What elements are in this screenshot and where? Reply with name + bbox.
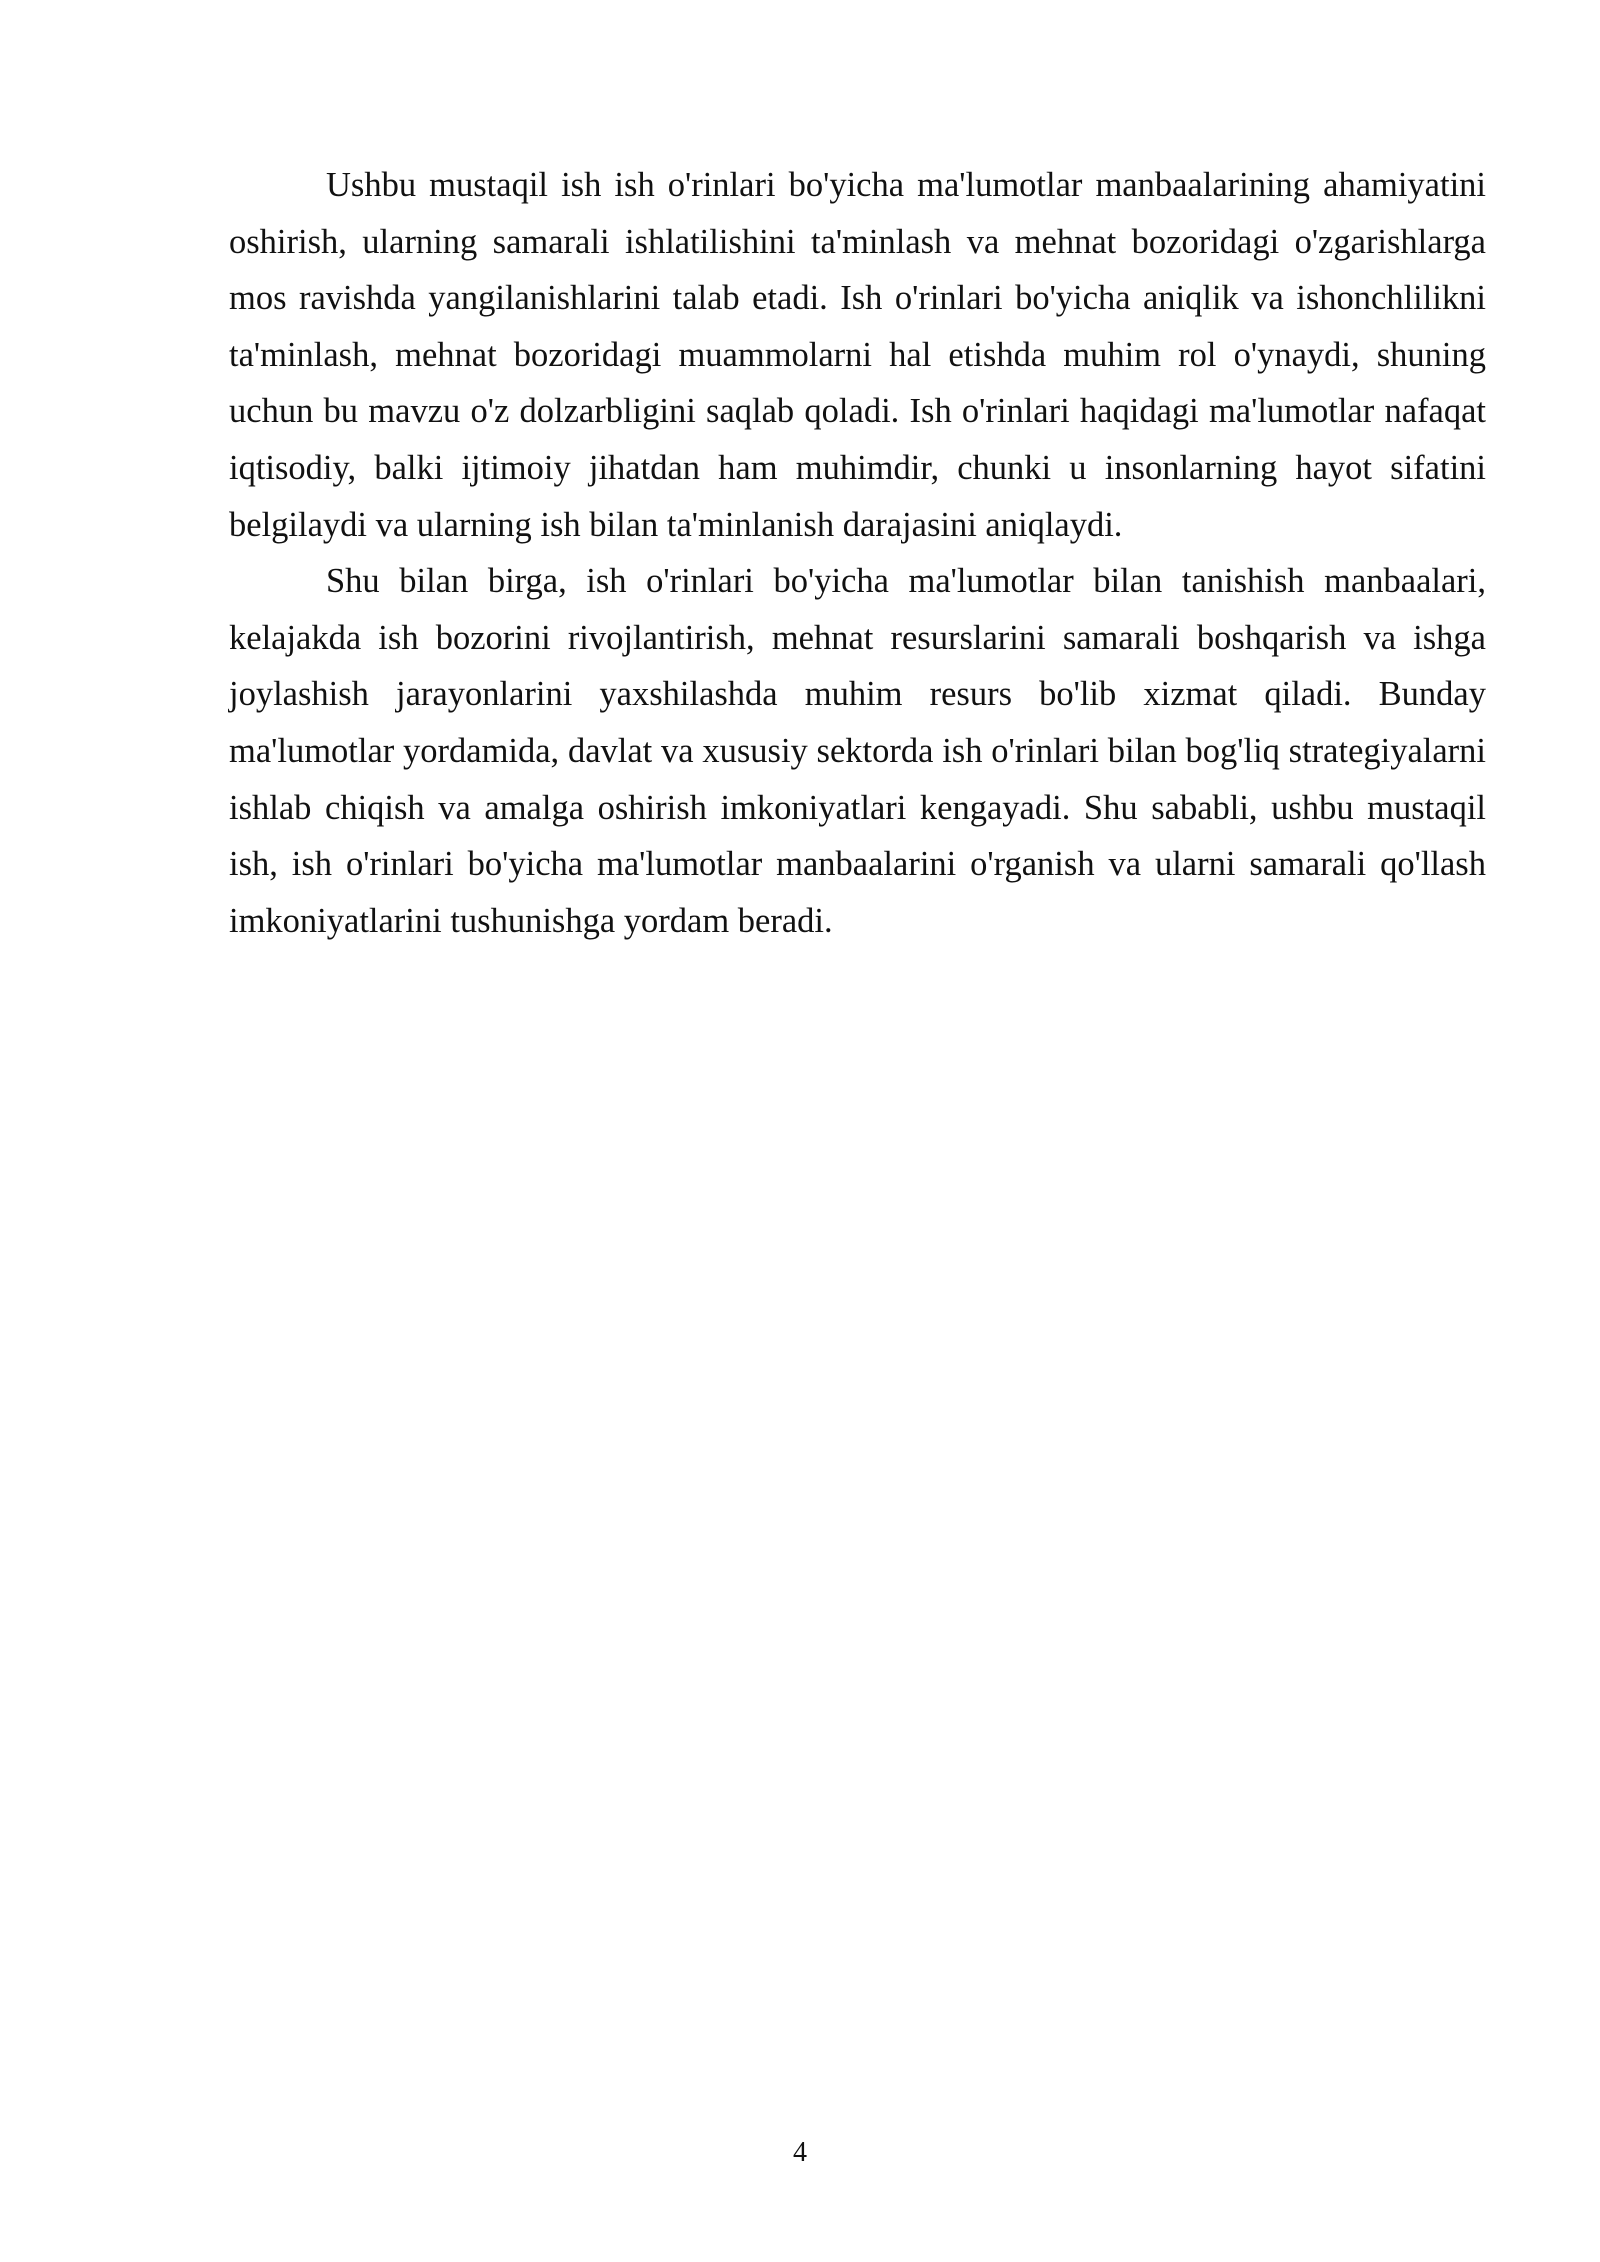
paragraph-2: Shu bilan birga, ish o'rinlari bo'yicha ma'lumotlar bilan tanishish manbaalari, kelajakda ish bozorini rivojlantirish, mehnat resurslarini samarali boshqarish va ishga joylashish jarayonlarini yaxshilashda muhim resurs bo'lib xizmat qiladi. Bunday ma'lumotlar yordamida, davlat va xususiy sektorda ish o'rinlari bilan bog'liq strategiyalarni ishlab chiqish va amalga oshirish imkoniyatlari kengayadi. Shu sababli, ushbu mustaqil ish, ish o'rinlari bo'yicha ma'lumotlar manbaalarini o'rganish va ularni samarali qo'llash imkoniyatlarini tushunishga yordam beradi. xyxy=(229,562,1486,940)
page-body xyxy=(229,157,1486,949)
page-number: 4 xyxy=(793,2137,807,2168)
paragraph-1: Ushbu mustaqil ish ish o'rinlari bo'yicha ma'lumotlar manbaalarining ahamiyatini oshirish, ularning samarali ishlatilishini ta'minlash va mehnat bozoridagi o'zgarishlarga mos ravishda yangilanishlarini talab etadi. Ish o'rinlari bo'yicha aniqlik va ishonchlilikni ta'minlash, mehnat bozoridagi muammolarni hal etishda muhim rol o'ynaydi, shuning uchun bu mavzu o'z dolzarbligini saqlab qoladi. Ish o'rinlari haqidagi ma'lumotlar nafaqat iqtisodiy, balki ijtimoiy jihatdan ham muhimdir, chunki u insonlarning hayot sifatini belgilaydi va ularning ish bilan ta'minlanish darajasini aniqlaydi. xyxy=(229,166,1486,544)
